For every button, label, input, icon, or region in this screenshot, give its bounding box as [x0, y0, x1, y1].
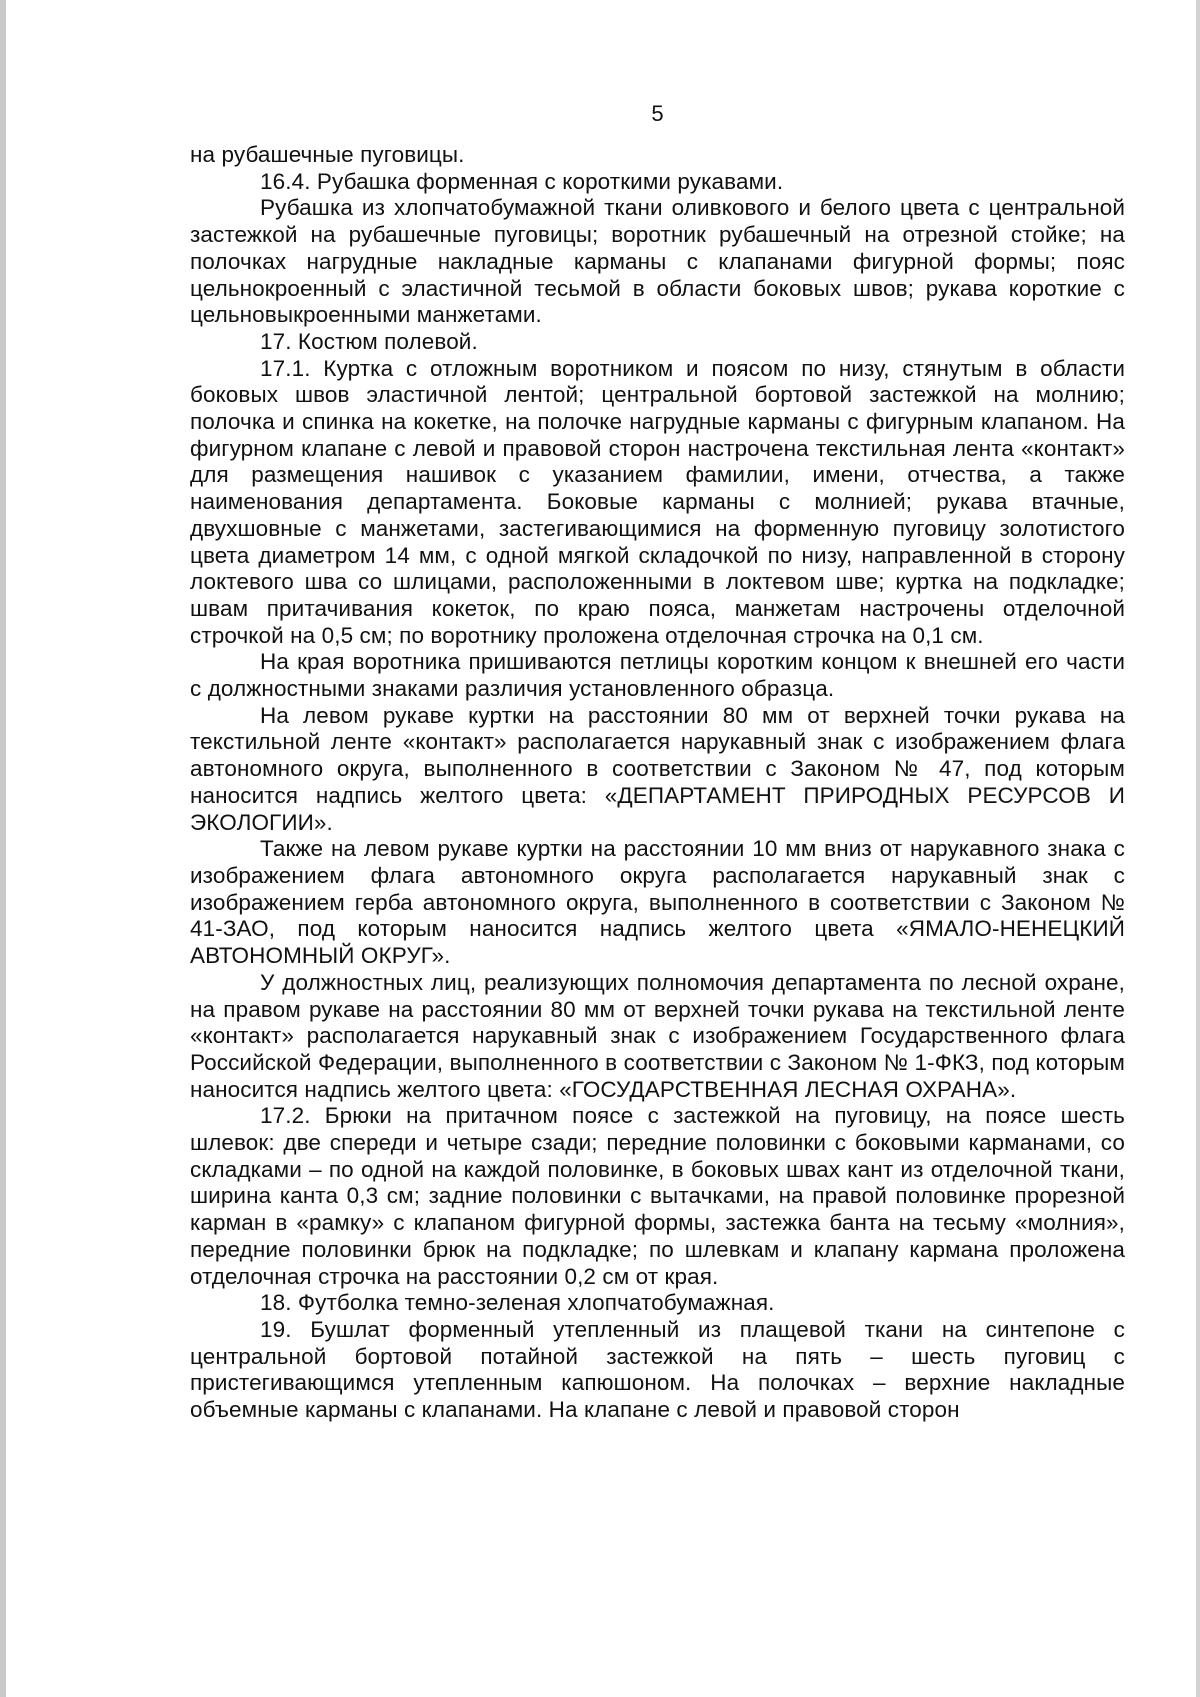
page-number: 5	[651, 101, 664, 126]
scan-edge-left	[0, 0, 6, 1697]
paragraph-collar-tabs: На края воротника пришиваются петлицы коротким концом к внешней его части с должностными знаками различия установленного образца.	[190, 649, 1125, 702]
paragraph-jacket-description: 17.1. Куртка с отложным воротником и поясом по низу, стянутым в области боковых швов эластичной лентой; центральной бортовой застежкой на молнию; полочка и спинка на кокетке, на полочке нагрудные карманы с фигурным клапаном. На фигурном клапане с левой и правовой сторон настрочена текстильная лента «контакт» для размещения нашивок с указанием фамилии, имени, отчества, а также наименования департамента. Боковые карманы с молнией; рукава втачные, двухшовные с манжетами, застегивающимися на форменную пуговицу золотистого цвета диаметром 14 мм, с одной мягкой складочкой по низу, направленной в сторону локтевого шва со шлицами, расположенными в локтевом шве; куртка на подкладке; швам притачивания кокеток, по краю пояса, манжетам настрочены отделочной строчкой на 0,5 см; по воротнику проложена отделочная строчка на 0,1 см.	[190, 355, 1125, 648]
section-heading-17: 17. Костюм полевой.	[260, 328, 478, 354]
scan-edge-right	[1196, 0, 1200, 1697]
paragraph-shirt-description: Рубашка из хлопчатобумажной ткани оливкового и белого цвета с центральной застежкой на рубашечные пуговицы; воротник рубашечный на отрезной стойке; на полочках нагрудные накладные карманы с клапанами фигурной формы; пояс цельнокроенный с эластичной тесьмой в области боковых швов; рукава короткие с цельновыкроенными манжетами.	[190, 195, 1125, 328]
document-body	[190, 142, 1125, 1424]
paragraph-left-sleeve-flag: На левом рукаве куртки на расстоянии 80 мм от верхней точки рукава на текстильной ленте «контакт» располагается нарукавный знак с изображением флага автономного округа, выполненного в соответствии с Законом № 47, под которым наносится надпись желтого цвета: «ДЕПАРТАМЕНТ ПРИРОДНЫХ РЕСУРСОВ И ЭКОЛОГИИ».	[190, 702, 1125, 835]
section-heading-18: 18. Футболка темно-зеленая хлопчатобумажная.	[260, 1290, 775, 1316]
section-heading-16-4: 16.4. Рубашка форменная с короткими рукавами.	[260, 168, 784, 194]
paragraph-right-sleeve-forest-guard: У должностных лиц, реализующих полномочия департамента по лесной охране, на правом рукаве на расстоянии 80 мм от верхней точки рукава на текстильной ленте «контакт» располагается нарукавный знак с изображением Государственного флага Российской Федерации, выполненного в соответствии с Законом № 1-ФКЗ, под которым наносится надпись желтого цвета: «ГОСУДАРСТВЕННАЯ ЛЕСНАЯ ОХРАНА».	[190, 969, 1125, 1102]
paragraph-left-sleeve-emblem: Также на левом рукаве куртки на расстоянии 10 мм вниз от нарукавного знака с изображением флага автономного округа располагается нарукавный знак с изображением герба автономного округа, выполненного в соответствии с Законом № 41-ЗАО, под которым наносится надпись желтого цвета «ЯМАЛО-НЕНЕЦКИЙ АВТОНОМНЫЙ ОКРУГ».	[190, 836, 1125, 969]
paragraph-coat-description: 19. Бушлат форменный утепленный из плащевой ткани на синтепоне с центральной бортовой потайной застежкой на пять – шесть пуговиц с пристегивающимся утепленным капюшоном. На полочках – верхние накладные объемные карманы с клапанами. На клапане с левой и правовой сторон	[190, 1316, 1125, 1423]
paragraph-trousers-description: 17.2. Брюки на притачном поясе с застежкой на пуговицу, на поясе шесть шлевок: две спереди и четыре сзади; передние половинки с боковыми карманами, со складками – по одной на каждой половинке, в боковых швах кант из отделочной ткани, ширина канта 0,3 см; задние половинки с вытачками, на правой половинке прорезной карман в «рамку» с клапаном фигурной формы, застежка банта на тесьму «молния», передние половинки брюк на подкладке; по шлевкам и клапану кармана проложена отделочная строчка на расстоянии 0,2 см от края.	[190, 1103, 1125, 1289]
paragraph-continuation: на рубашечные пуговицы.	[190, 142, 465, 167]
